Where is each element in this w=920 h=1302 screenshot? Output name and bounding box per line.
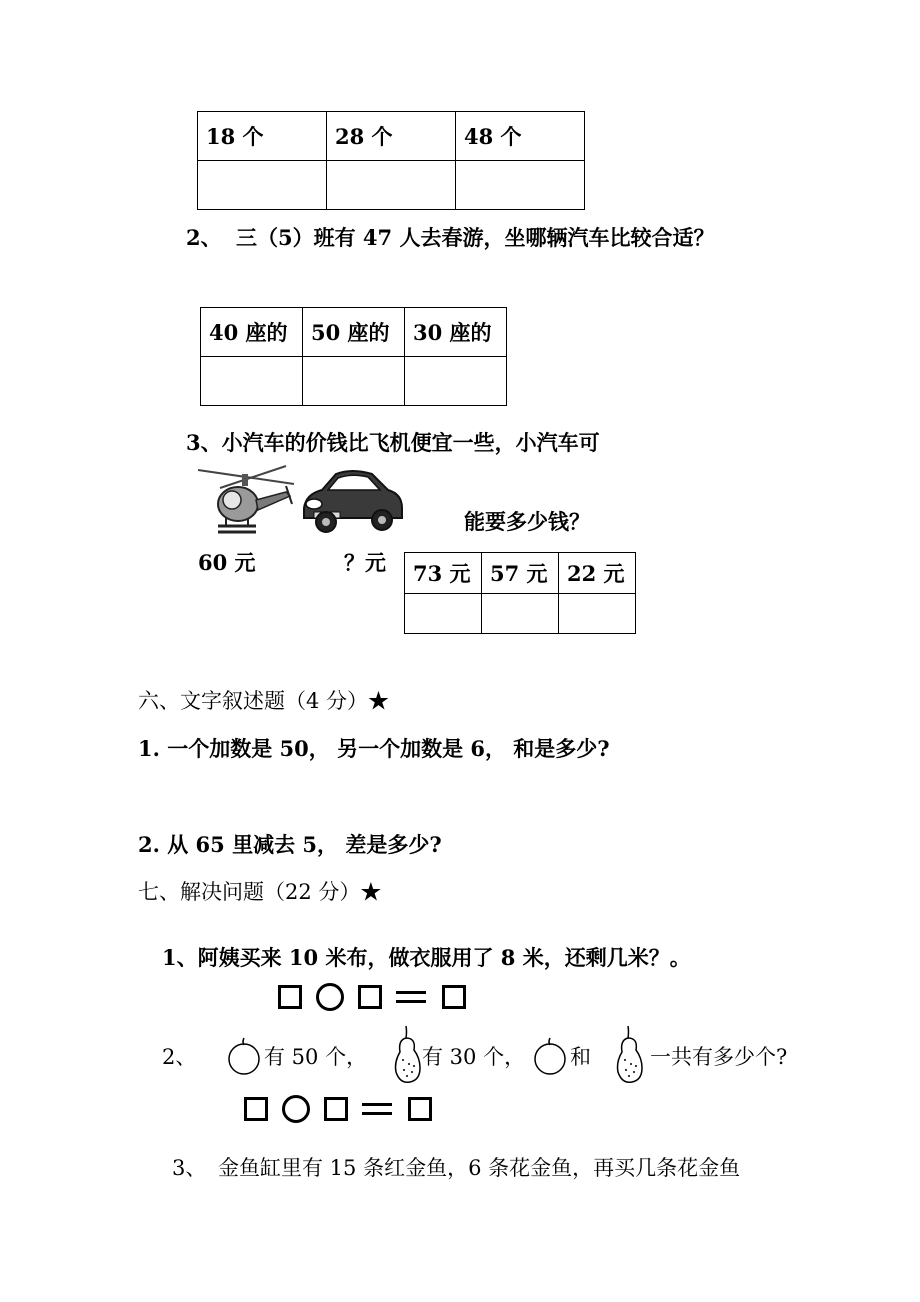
equals-sign xyxy=(396,989,426,1005)
answer-box[interactable] xyxy=(244,1097,268,1121)
section7-q3-number: 3、 xyxy=(172,1156,207,1180)
section6-question-1: 1. 一个加数是 50， 另一个加数是 6， 和是多少? xyxy=(138,736,610,761)
car-price: ？元 xyxy=(344,550,386,575)
q2-option-2: 50 座的 xyxy=(303,308,405,357)
car-icon xyxy=(298,464,406,536)
q3-answer-cell-2[interactable] xyxy=(482,594,559,634)
pear-icon xyxy=(614,1024,646,1088)
helicopter-price: 60 元 xyxy=(198,550,256,575)
q2-answer-cell-3[interactable] xyxy=(405,357,507,406)
q3-option-2: 57 元 xyxy=(482,553,559,594)
q1-answer-cell-3[interactable] xyxy=(456,161,585,210)
q3-question-continued: 能要多少钱？ xyxy=(464,509,590,534)
q3-answer-cell-1[interactable] xyxy=(405,594,482,634)
answer-box[interactable] xyxy=(358,985,382,1009)
section7-q2-part4: 一共有多少个? xyxy=(650,1045,788,1069)
section7-q3-text: 金鱼缸里有 15 条红金鱼，6 条花金鱼，再买几条花金鱼 xyxy=(218,1156,741,1180)
q3-option-3: 22 元 xyxy=(559,553,636,594)
section7-q2-part3: 和 xyxy=(570,1045,591,1069)
apple-icon xyxy=(226,1034,262,1078)
section7-q2-part2: 有 30 个， xyxy=(422,1045,526,1069)
section7-title: 七、解决问题（22 分）★ xyxy=(138,880,382,904)
answer-box[interactable] xyxy=(442,985,466,1009)
section6-title: 六、文字叙述题（4 分）★ xyxy=(138,689,390,713)
q3-answer-table xyxy=(404,552,636,634)
answer-box[interactable] xyxy=(408,1097,432,1121)
q1-answer-cell-2[interactable] xyxy=(327,161,456,210)
q3-question: 3、小汽车的价钱比飞机便宜一些，小汽车可 xyxy=(186,430,600,455)
q1-option-3: 48 个 xyxy=(456,112,585,161)
operator-circle[interactable] xyxy=(282,1095,310,1123)
q2-option-3: 30 座的 xyxy=(405,308,507,357)
helicopter-icon xyxy=(190,462,302,538)
q1-answer-cell-1[interactable] xyxy=(198,161,327,210)
answer-box[interactable] xyxy=(278,985,302,1009)
section7-q2-part1: 有 50 个， xyxy=(264,1045,368,1069)
section7-q2-number: 2、 xyxy=(162,1045,197,1069)
apple-icon xyxy=(532,1034,568,1078)
q3-answer-cell-3[interactable] xyxy=(559,594,636,634)
section7-question-1: 1、阿姨买来 10 米布，做衣服用了 8 米，还剩几米？。 xyxy=(162,945,691,970)
q2-answer-table xyxy=(200,307,507,406)
operator-circle[interactable] xyxy=(316,983,344,1011)
q2-number: 2、 xyxy=(186,225,222,250)
q2-question: 三（5）班有 47 人去春游，坐哪辆汽车比较合适？ xyxy=(236,225,715,250)
q3-option-1: 73 元 xyxy=(405,553,482,594)
pear-icon xyxy=(392,1024,424,1088)
q1-option-1: 18 个 xyxy=(198,112,327,161)
q2-answer-cell-2[interactable] xyxy=(303,357,405,406)
q1-option-2: 28 个 xyxy=(327,112,456,161)
equals-sign xyxy=(362,1101,392,1117)
q2-answer-cell-1[interactable] xyxy=(201,357,303,406)
answer-box[interactable] xyxy=(324,1097,348,1121)
section6-question-2: 2. 从 65 里减去 5， 差是多少? xyxy=(138,832,442,857)
q1-answer-table xyxy=(197,111,585,210)
q2-option-1: 40 座的 xyxy=(201,308,303,357)
